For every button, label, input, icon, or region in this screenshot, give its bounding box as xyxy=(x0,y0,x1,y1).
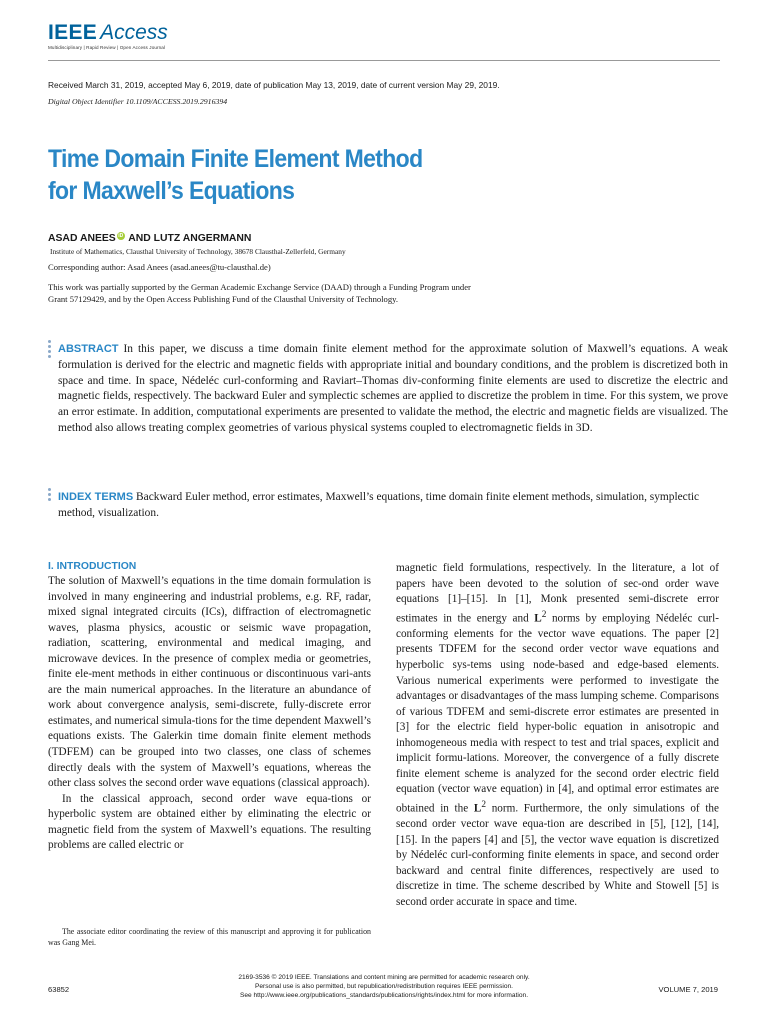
right-text-b: norms by employing Nédeléc curl-conforming elements for the vector wave equations. The paper [2] presents TDFEM for the second order vector wave equations and hyperbolic sys-tems using node-based and edge-based elements. Various numerical experiments were performed to investigate the advantages or disadvantages of the mass lumping scheme. Comparisons of various TDFEM and semi-discrete error estimates are presented in [3] for the electric field hyper-bolic equation in anisotropic and inhomogeneous media with respect to test and trial spaces, explicit and implicit formu-lations. Moreover, the convergence of a fully discrete finite element scheme is analyzed for the second order electric field equation (vector wave equation) in [4], and optimal error estimates are obtained in the xyxy=(396,612,719,815)
right-text-a: magnetic field formulations, respectively. In the literature, a lot of papers have been devoted to the solution of sec-ond order wave equations [1]–[15]. In [1], Monk presented semi-discrete error estimates in the energy and xyxy=(396,562,719,625)
funding-line-1: This work was partially supported by the German Academic Exchange Service (DAAD) through a Funding Program under xyxy=(48,282,471,292)
index-terms-text: Backward Euler method, error estimates, Maxwell’s equations, time domain finite element methods, simulation, symplectic method, visualization. xyxy=(58,491,700,519)
l2-symbol: L xyxy=(534,612,542,625)
abstract-text: In this paper, we discuss a time domain finite element method for the approximate solution of Maxwell’s equations. A weak formulation is derived for the electric and magnetic fields with appropriate initial and boundary conditions, and the problem is discretized both in space and time. In space, Nédeléc curl-conforming and Raviart–Thomas div-conforming finite elements are used to discretize the electric and magnetic fields, respectively. The backward Euler and symplectic schemes are applied to discretize the problem in time. For this system, we prove an error estimate. In addition, computational experiments are presented to validate the method, the electric and magnetic fields are visualized. The method also allows treating complex geometries of various physical systems coupled to electromagnetic fields in 3D. xyxy=(58,343,728,434)
section-heading-introduction: I. INTRODUCTION xyxy=(48,561,137,572)
affiliation: Institute of Mathematics, Clausthal University of Technology, 38678 Clausthal-Zellerfeld, Germany xyxy=(50,247,346,256)
ieee-access-logo[interactable] xyxy=(48,22,168,44)
l2-symbol: L xyxy=(473,802,482,815)
license-notice xyxy=(0,973,768,1000)
title-line-1: Time Domain Finite Element Method xyxy=(48,145,423,173)
header-divider xyxy=(48,60,720,61)
license-line-3[interactable]: See http://www.ieee.org/publications_standards/publications/rights/index.html for more information. xyxy=(239,992,529,999)
abstract-marker-icon xyxy=(48,340,52,360)
abstract-label: ABSTRACT xyxy=(58,343,119,355)
left-column xyxy=(48,560,371,854)
editor-footnote xyxy=(48,926,371,948)
journal-masthead xyxy=(48,22,168,50)
license-line-2: Personal use is also permitted, but republication/redistribution requires IEEE permission. xyxy=(254,983,514,990)
author-1: ASAD ANEES xyxy=(48,233,116,244)
page-number: 63852 xyxy=(48,985,70,994)
index-terms xyxy=(58,490,728,522)
author-list xyxy=(48,232,251,244)
paper-title xyxy=(48,143,422,207)
title-line-2: for Maxwell’s Equations xyxy=(48,177,295,205)
license-line-1: 2169-3536 © 2019 IEEE. Translations and content mining are permitted for academic research only. xyxy=(238,974,530,981)
logo-ieee-text: IEEE xyxy=(48,21,98,44)
right-column xyxy=(396,561,719,911)
index-terms-label: INDEX TERMS xyxy=(58,491,134,503)
corresponding-author: Corresponding author: Asad Anees (asad.anees@tu-clausthal.de) xyxy=(48,262,271,272)
intro-paragraph-continued xyxy=(396,561,719,911)
funding-line-2: Grant 57129429, and by the Open Access Publishing Fund of the Clausthal University of Technology. xyxy=(48,294,399,304)
footnote-text: The associate editor coordinating the review of this manuscript and approving it for publication was Gang Mei. xyxy=(48,927,371,947)
orcid-icon[interactable]: iD xyxy=(118,233,124,239)
author-2: AND LUTZ ANGERMANN xyxy=(128,233,252,244)
journal-tagline: Multidisciplinary | Rapid Review | Open Access Journal xyxy=(48,45,166,50)
index-terms-marker-icon xyxy=(48,488,52,503)
logo-access-text: Access xyxy=(100,21,168,44)
intro-paragraph-2: In the classical approach, second order wave equa-tions or hyperbolic system are obtained either by eliminating the electric or magnetic field from the system of Maxwell’s equations. The resulting problems are called electric or xyxy=(48,792,371,852)
doi-line[interactable]: Digital Object Identifier 10.1109/ACCESS.2019.2916394 xyxy=(48,97,228,106)
publication-dates: Received March 31, 2019, accepted May 6, 2019, date of publication May 13, 2019, date of current version May 29, 2019. xyxy=(48,80,500,90)
intro-paragraph-1: The solution of Maxwell’s equations in the time domain formulation is involved in many engineering and industrial problems, e.g. RF, radar, mixed signal integrated circuits (ICs), diffraction of electromagnetic waves, plasma physics, acoustic or seismic wave propagation, radiation, scattering, environmental and medical imaging, and microwave devices. In the presence of complex media or geometries, finite ele-ment methods in either continuous or discontinuous vari-ants are the main numerical approaches. In the literature an abundance of work about convergence analysis, semi-discrete, fully-discrete error estimates, and numerical simula-tions for the time dependent Maxwell’s equations exists. The Galerkin time domain finite element methods (TDFEM) can be grouped into two classes, one class of schemes directly deals with the system of Maxwell’s equations, whereas the other class solves the second order wave equations (classical approach). xyxy=(48,575,371,790)
funding-note xyxy=(48,281,608,305)
abstract xyxy=(58,342,728,437)
volume-label: VOLUME 7, 2019 xyxy=(658,985,718,994)
l2-superscript: 2 xyxy=(481,799,487,810)
l2-superscript: 2 xyxy=(541,609,547,620)
right-text-c: norm. Furthermore, the only simulations of the second order vector wave equa-tion are described in [5], [12], [14], [15]. In the papers [4] and [5], the vector wave equation is discretized by Nédeléc curl-conforming finite elements in space, and second order backward and central finite differences, respectively are used to discretize in time. The scheme described by White and Stowell [5] is second order accurate in space and time. xyxy=(396,802,719,908)
